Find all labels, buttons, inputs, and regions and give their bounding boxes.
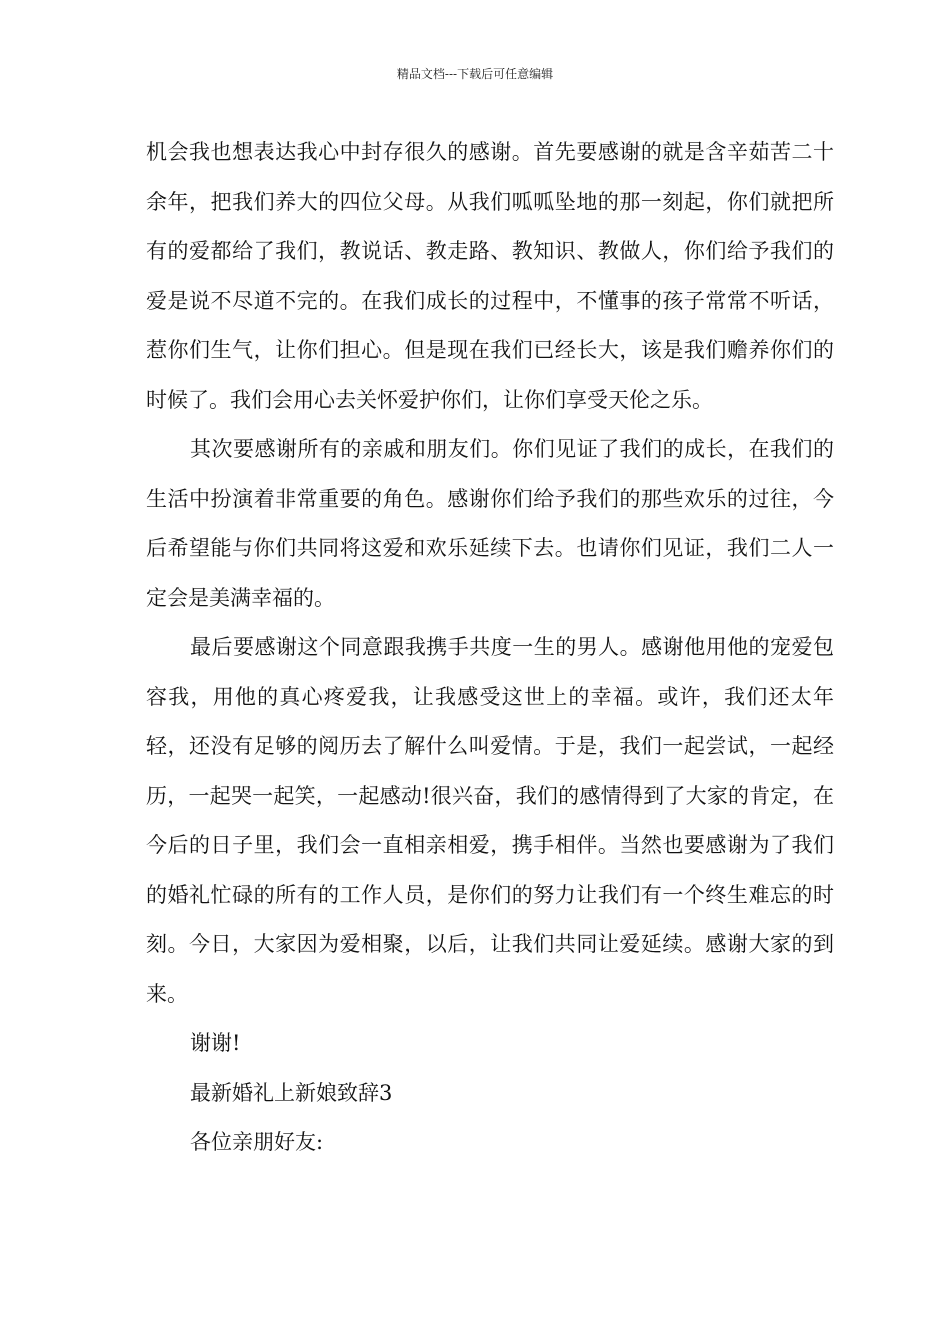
page-header: 精品文档---下载后可任意编辑 xyxy=(396,67,554,81)
salutation: 各位亲朋好友: xyxy=(190,1130,324,1154)
paragraph-gratitude-husband: 最后要感谢这个同意跟我携手共度一生的男人。感谢他用他的宠爱包容我，用他的真心疼爱我，让我感受这世上的幸福。或许，我们还太年轻，还没有足够的阅历去了解什么叫爱情。于是，我们一起尝试，一起经历，一起哭一起笑，一起感动!很兴奋，我们的感情得到了大家的肯定，在今后的日子里，我们会一直相亲相爱，携手相伴。当然也要感谢为了我们的婚礼忙碌的所有的工作人员，是你们的努力让我们有一个终生难忘的时刻。今日，大家因为爱相聚，以后，让我们共同让爱延续。感谢大家的到来。 xyxy=(146,635,834,1006)
paragraph-gratitude-friends: 其次要感谢所有的亲戚和朋友们。你们见证了我们的成长，在我们的生活中扮演着非常重要的角色。感谢你们给予我们的那些欢乐的过往，今后希望能与你们共同将这爱和欢乐延续下去。也请你们见证，我们二人一定会是美满幸福的。 xyxy=(146,437,834,610)
paragraph-thanks: 谢谢! xyxy=(190,1031,241,1055)
section-heading: 最新婚礼上新娘致辞3 xyxy=(190,1080,393,1105)
document-body xyxy=(146,128,834,1168)
paragraph-gratitude-parents: 机会我也想表达我心中封存很久的感谢。首先要感谢的就是含辛茹苦二十余年，把我们养大的四位父母。从我们呱呱坠地的那一刻起，你们就把所有的爱都给了我们，教说话、教走路、教知识、教做人，你们给予我们的爱是说不尽道不完的。在我们成长的过程中，不懂事的孩子常常不听话，惹你们生气，让你们担心。但是现在我们已经长大，该是我们赡养你们的时候了。我们会用心去关怀爱护你们，让你们享受天伦之乐。 xyxy=(146,140,834,412)
